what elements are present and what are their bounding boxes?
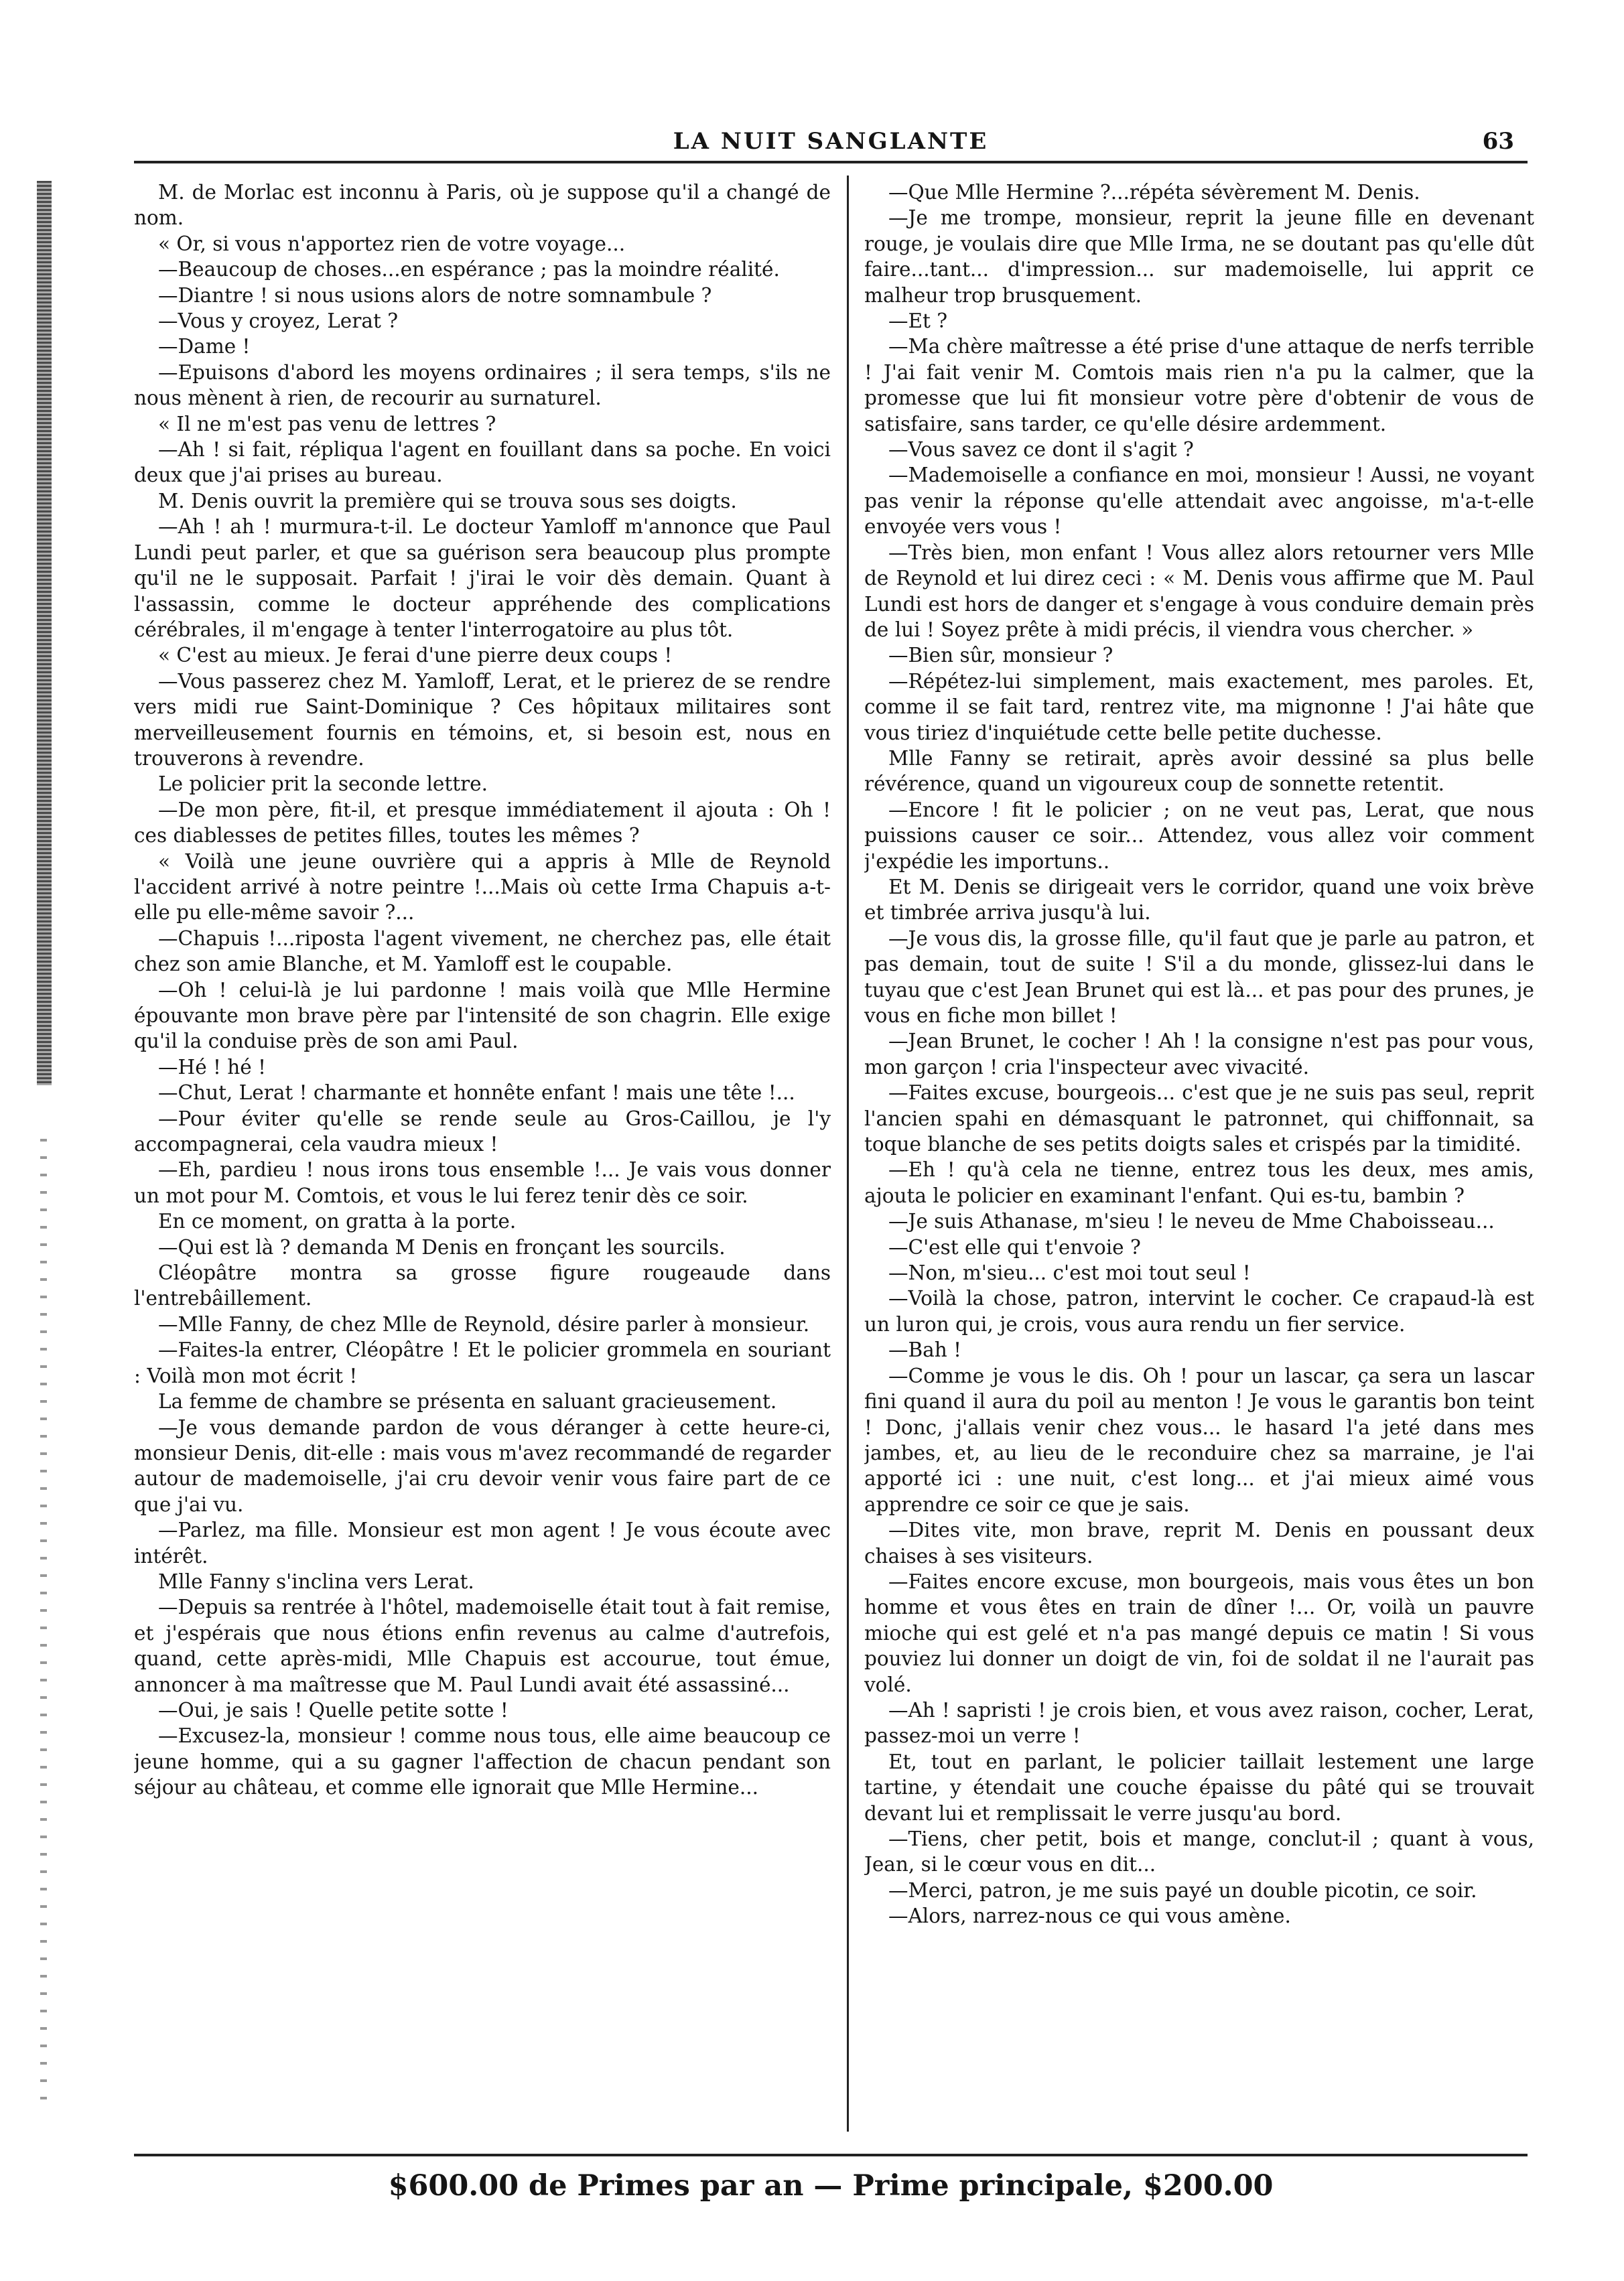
paragraph: —Bah ! bbox=[888, 1338, 961, 1362]
paragraph: Cléopâtre montra sa grosse figure rougeaude dans l'entrebâillement. bbox=[134, 1261, 831, 1310]
paragraph: —Ah ! sapristi ! je crois bien, et vous avez raison, cocher, Lerat, passez-moi un verre ! bbox=[864, 1698, 1534, 1748]
paragraph: —Dame ! bbox=[158, 335, 251, 358]
paragraph: —Oui, je sais ! Quelle petite sotte ! bbox=[158, 1698, 509, 1722]
paragraph: —Bien sûr, monsieur ? bbox=[888, 644, 1113, 667]
footer-rule bbox=[134, 2154, 1528, 2156]
paragraph: —Pour éviter qu'elle se rende seule au Gros-Caillou, je l'y accompagnerai, cela vaudra mieux ! bbox=[134, 1107, 831, 1156]
left-column bbox=[134, 180, 831, 2129]
paragraph: —C'est elle qui t'envoie ? bbox=[888, 1235, 1141, 1259]
paragraph: « Or, si vous n'apportez rien de votre voyage... bbox=[158, 232, 626, 255]
right-column bbox=[864, 180, 1534, 2129]
paragraph: —Très bien, mon enfant ! Vous allez alors retourner vers Mlle de Reynold et lui direz ceci : « M. Denis vous affirme que M. Paul Lundi est hors de danger et s'engage à vous conduire demain près de lui ! Soyez prête à midi précis, il viendra vous chercher. » bbox=[864, 541, 1534, 641]
paragraph: —Mlle Fanny, de chez Mlle de Reynold, désire parler à monsieur. bbox=[158, 1312, 810, 1336]
paragraph: —Qui est là ? demanda M Denis en fronçant les sourcils. bbox=[158, 1235, 726, 1259]
paragraph: —Faites-la entrer, Cléopâtre ! Et le policier grommela en souriant : Voilà mon mot écrit ! bbox=[134, 1338, 831, 1387]
paragraph: —Alors, narrez-nous ce qui vous amène. bbox=[888, 1905, 1291, 1928]
paragraph: —Tiens, cher petit, bois et mange, conclut-il ; quant à vous, Jean, si le cœur vous en dit... bbox=[864, 1827, 1534, 1876]
paragraph: Et, tout en parlant, le policier taillait lestement une large tartine, y étendait une couche épaisse du pâté qui se trouvait devant lui et remplissait le verre jusqu'au bord. bbox=[864, 1750, 1534, 1825]
paragraph: —De mon père, fit-il, et presque immédiatement il ajouta : Oh ! ces diablesses de petites filles, toutes les mêmes ? bbox=[134, 798, 831, 847]
paragraph: —Dites vite, mon brave, reprit M. Denis en poussant deux chaises à ses visiteurs. bbox=[864, 1519, 1534, 1568]
page-header bbox=[134, 124, 1528, 157]
paragraph: —Hé ! hé ! bbox=[158, 1055, 266, 1079]
paragraph: —Excusez-la, monsieur ! comme nous tous, elle aime beaucoup ce jeune homme, qui a su gagner l'affection de chacun pendant son séjour au château, et comme elle ignorait que Mlle Hermine... bbox=[134, 1724, 831, 1799]
paragraph: —Encore ! fit le policier ; on ne veut pas, Lerat, que nous puissions causer ce soir... Attendez, vous allez voir comment j'expédie les importuns.. bbox=[864, 798, 1534, 873]
paragraph: —Vous passerez chez M. Yamloff, Lerat, et le prierez de se rendre vers midi rue Saint-Dominique ? Ces hôpitaux militaires sont merveilleusement fournis en témoins, et, si besoin est, nous en trouverons à revendre. bbox=[134, 669, 831, 770]
header-rule bbox=[134, 161, 1528, 163]
paragraph: M. de Morlac est inconnu à Paris, où je suppose qu'il a changé de nom. bbox=[134, 181, 831, 230]
paragraph: —Jean Brunet, le cocher ! Ah ! la consigne n'est pas pour vous, mon garçon ! cria l'inspecteur avec vivacité. bbox=[864, 1030, 1534, 1079]
paragraph: —Je vous dis, la grosse fille, qu'il faut que je parle au patron, et pas demain, tout de suite ! S'il a du monde, glissez-lui dans le tuyau que c'est Jean Brunet qui est là... et pas pour des prunes, je vous en fiche mon billet ! bbox=[864, 926, 1534, 1027]
paragraph: —Faites excuse, bourgeois... c'est que je ne suis pas seul, reprit l'ancien spahi en démasquant le patronnet, qui chiffonnait, sa toque blanche de ses petits doigts sales et crispés par la timidité. bbox=[864, 1081, 1534, 1156]
paragraph: —Mademoiselle a confiance en moi, monsieur ! Aussi, ne voyant pas venir la réponse qu'elle attendait avec angoisse, m'a-t-elle envoyée vers vous ! bbox=[864, 464, 1534, 539]
paragraph: En ce moment, on gratta à la porte. bbox=[158, 1210, 517, 1233]
paragraph: Le policier prit la seconde lettre. bbox=[158, 772, 488, 796]
paragraph: —Eh ! qu'à cela ne tienne, entrez tous les deux, mes amis, ajouta le policier en examinant l'enfant. Qui es-tu, bambin ? bbox=[864, 1158, 1534, 1207]
paragraph: —Que Mlle Hermine ?...répéta sévèrement M. Denis. bbox=[888, 181, 1420, 204]
paragraph: —Chut, Lerat ! charmante et honnête enfant ! mais une tête !... bbox=[158, 1081, 795, 1105]
paragraph: —Depuis sa rentrée à l'hôtel, mademoiselle était tout à fait remise, et j'espérais que nous étions enfin revenus au calme d'autrefois, quand, cette après-midi, Mlle Chapuis est accourue, tout émue, annoncer à ma maîtresse que M. Paul Lundi avait été assassiné... bbox=[134, 1596, 831, 1696]
paragraph: —Faites encore excuse, mon bourgeois, mais vous êtes un bon homme et vous êtes en train de dîner !... Or, voilà un pauvre mioche qui est gelé et n'a pas mangé depuis ce matin ! Si vous pouviez lui donner un doigt de vin, foi de soldat il ne l'aurait pas volé. bbox=[864, 1570, 1534, 1696]
paragraph: —Diantre ! si nous usions alors de notre somnambule ? bbox=[158, 283, 712, 307]
running-title: LA NUIT SANGLANTE bbox=[673, 128, 989, 155]
paragraph: —Je suis Athanase, m'sieu ! le neveu de Mme Chaboisseau... bbox=[888, 1210, 1495, 1233]
paragraph: —Vous savez ce dont il s'agit ? bbox=[888, 438, 1194, 462]
paragraph: « Il ne m'est pas venu de lettres ? bbox=[158, 412, 496, 435]
paragraph: —Ah ! ah ! murmura-t-il. Le docteur Yamloff m'annonce que Paul Lundi peut parler, et que sa guérison sera beaucoup plus prompte qu'il ne le supposait. Parfait ! j'irai le voir dès demain. Quant à l'assassin, comme le docteur appréhende des complications cérébrales, il m'engage à tenter l'interrogatoire au plus tôt. bbox=[134, 515, 831, 641]
paragraph: « Voilà une jeune ouvrière qui a appris à Mlle de Reynold l'accident arrivé à notre peintre !...Mais où cette Irma Chapuis a-t-elle pu elle-même savoir ?... bbox=[134, 849, 831, 924]
paragraph: —Ah ! si fait, répliqua l'agent en fouillant dans sa poche. En voici deux que j'ai prises au bureau. bbox=[134, 438, 831, 487]
paragraph: —Ma chère maîtresse a été prise d'une attaque de nerfs terrible ! J'ai fait venir M. Comtois mais rien n'a pu la calmer, que la promesse que lui fit monsieur votre père d'obtenir de vous de satisfaire, sans tarder, ce qu'elle désire ardemment. bbox=[864, 335, 1534, 435]
paragraph: —Non, m'sieu... c'est moi tout seul ! bbox=[888, 1261, 1251, 1285]
paragraph: —Répétez-lui simplement, mais exactement, mes paroles. Et, comme il se fait tard, rentrez vite, ma mignonne ! J'ai hâte que vous tiriez d'inquiétude cette belle petite duchesse. bbox=[864, 669, 1534, 744]
paragraph: M. Denis ouvrit la première qui se trouva sous ses doigts. bbox=[158, 489, 737, 512]
binding-shadow bbox=[37, 181, 52, 1085]
paragraph: —Et ? bbox=[888, 309, 948, 333]
paragraph: —Chapuis !...riposta l'agent vivement, ne cherchez pas, elle était chez son amie Blanche, et M. Yamloff est le coupable. bbox=[134, 926, 831, 976]
paragraph: —Parlez, ma fille. Monsieur est mon agent ! Je vous écoute avec intérêt. bbox=[134, 1519, 831, 1568]
paragraph: Mlle Fanny s'inclina vers Lerat. bbox=[158, 1570, 474, 1593]
paragraph: —Comme je vous le dis. Oh ! pour un lascar, ça sera un lascar fini quand il aura du poil au menton ! Je vous le garantis bon teint ! Donc, j'allais venir chez vous... le hasard l'a jeté dans mes jambes, et, au lieu de le reconduire chez sa marraine, je l'ai apporté ici : une nuit, c'est long... et j'ai mieux aimé vous apprendre ce soir ce que je sais. bbox=[864, 1364, 1534, 1516]
paragraph: —Je me trompe, monsieur, reprit la jeune fille en devenant rouge, je voulais dire que Mlle Irma, ne se doutant pas qu'elle dût faire...tant... d'impression... sur mademoiselle, lui apprit ce malheur trop brusquement. bbox=[864, 206, 1534, 307]
paragraph: Mlle Fanny se retirait, après avoir dessiné sa plus belle révérence, quand un vigoureux coup de sonnette retentit. bbox=[864, 746, 1534, 796]
paragraph: —Voilà la chose, patron, intervint le cocher. Ce crapaud-là est un luron qui, je crois, vous aura rendu un fier service. bbox=[864, 1287, 1534, 1336]
paragraph: —Je vous demande pardon de vous déranger à cette heure-ci, monsieur Denis, dit-elle : mais vous m'avez recommandé de regarder autour de mademoiselle, j'ai cru devoir venir vous faire part de ce que j'ai vu. bbox=[134, 1415, 831, 1516]
paragraph: —Beaucoup de choses...en espérance ; pas la moindre réalité. bbox=[158, 258, 780, 281]
column-divider bbox=[847, 176, 849, 2132]
paragraph: —Merci, patron, je me suis payé un double picotin, ce soir. bbox=[888, 1878, 1477, 1902]
paragraph: Et M. Denis se dirigeait vers le corridor, quand une voix brève et timbrée arriva jusqu'à lui. bbox=[864, 875, 1534, 924]
paragraph: —Epuisons d'abord les moyens ordinaires ; il sera temps, s'ils ne nous mènent à rien, de recourir au surnaturel. bbox=[134, 360, 831, 410]
page-number: 63 bbox=[1482, 128, 1514, 155]
margin-specks bbox=[40, 1139, 47, 2110]
paragraph: « C'est au mieux. Je ferai d'une pierre deux coups ! bbox=[158, 644, 673, 667]
paragraph: —Oh ! celui-là je lui pardonne ! mais voilà que Mlle Hermine épouvante mon brave père par l'intensité de son chagrin. Elle exige qu'il la conduise près de son ami Paul. bbox=[134, 978, 831, 1053]
footer-banner: $600.00 de Primes par an — Prime principale, $200.00 bbox=[388, 2169, 1274, 2203]
paragraph: —Vous y croyez, Lerat ? bbox=[158, 309, 399, 333]
paragraph: —Eh, pardieu ! nous irons tous ensemble !... Je vais vous donner un mot pour M. Comtois, et vous le lui ferez tenir dès ce soir. bbox=[134, 1158, 831, 1207]
paragraph: La femme de chambre se présenta en saluant gracieusement. bbox=[158, 1390, 777, 1413]
